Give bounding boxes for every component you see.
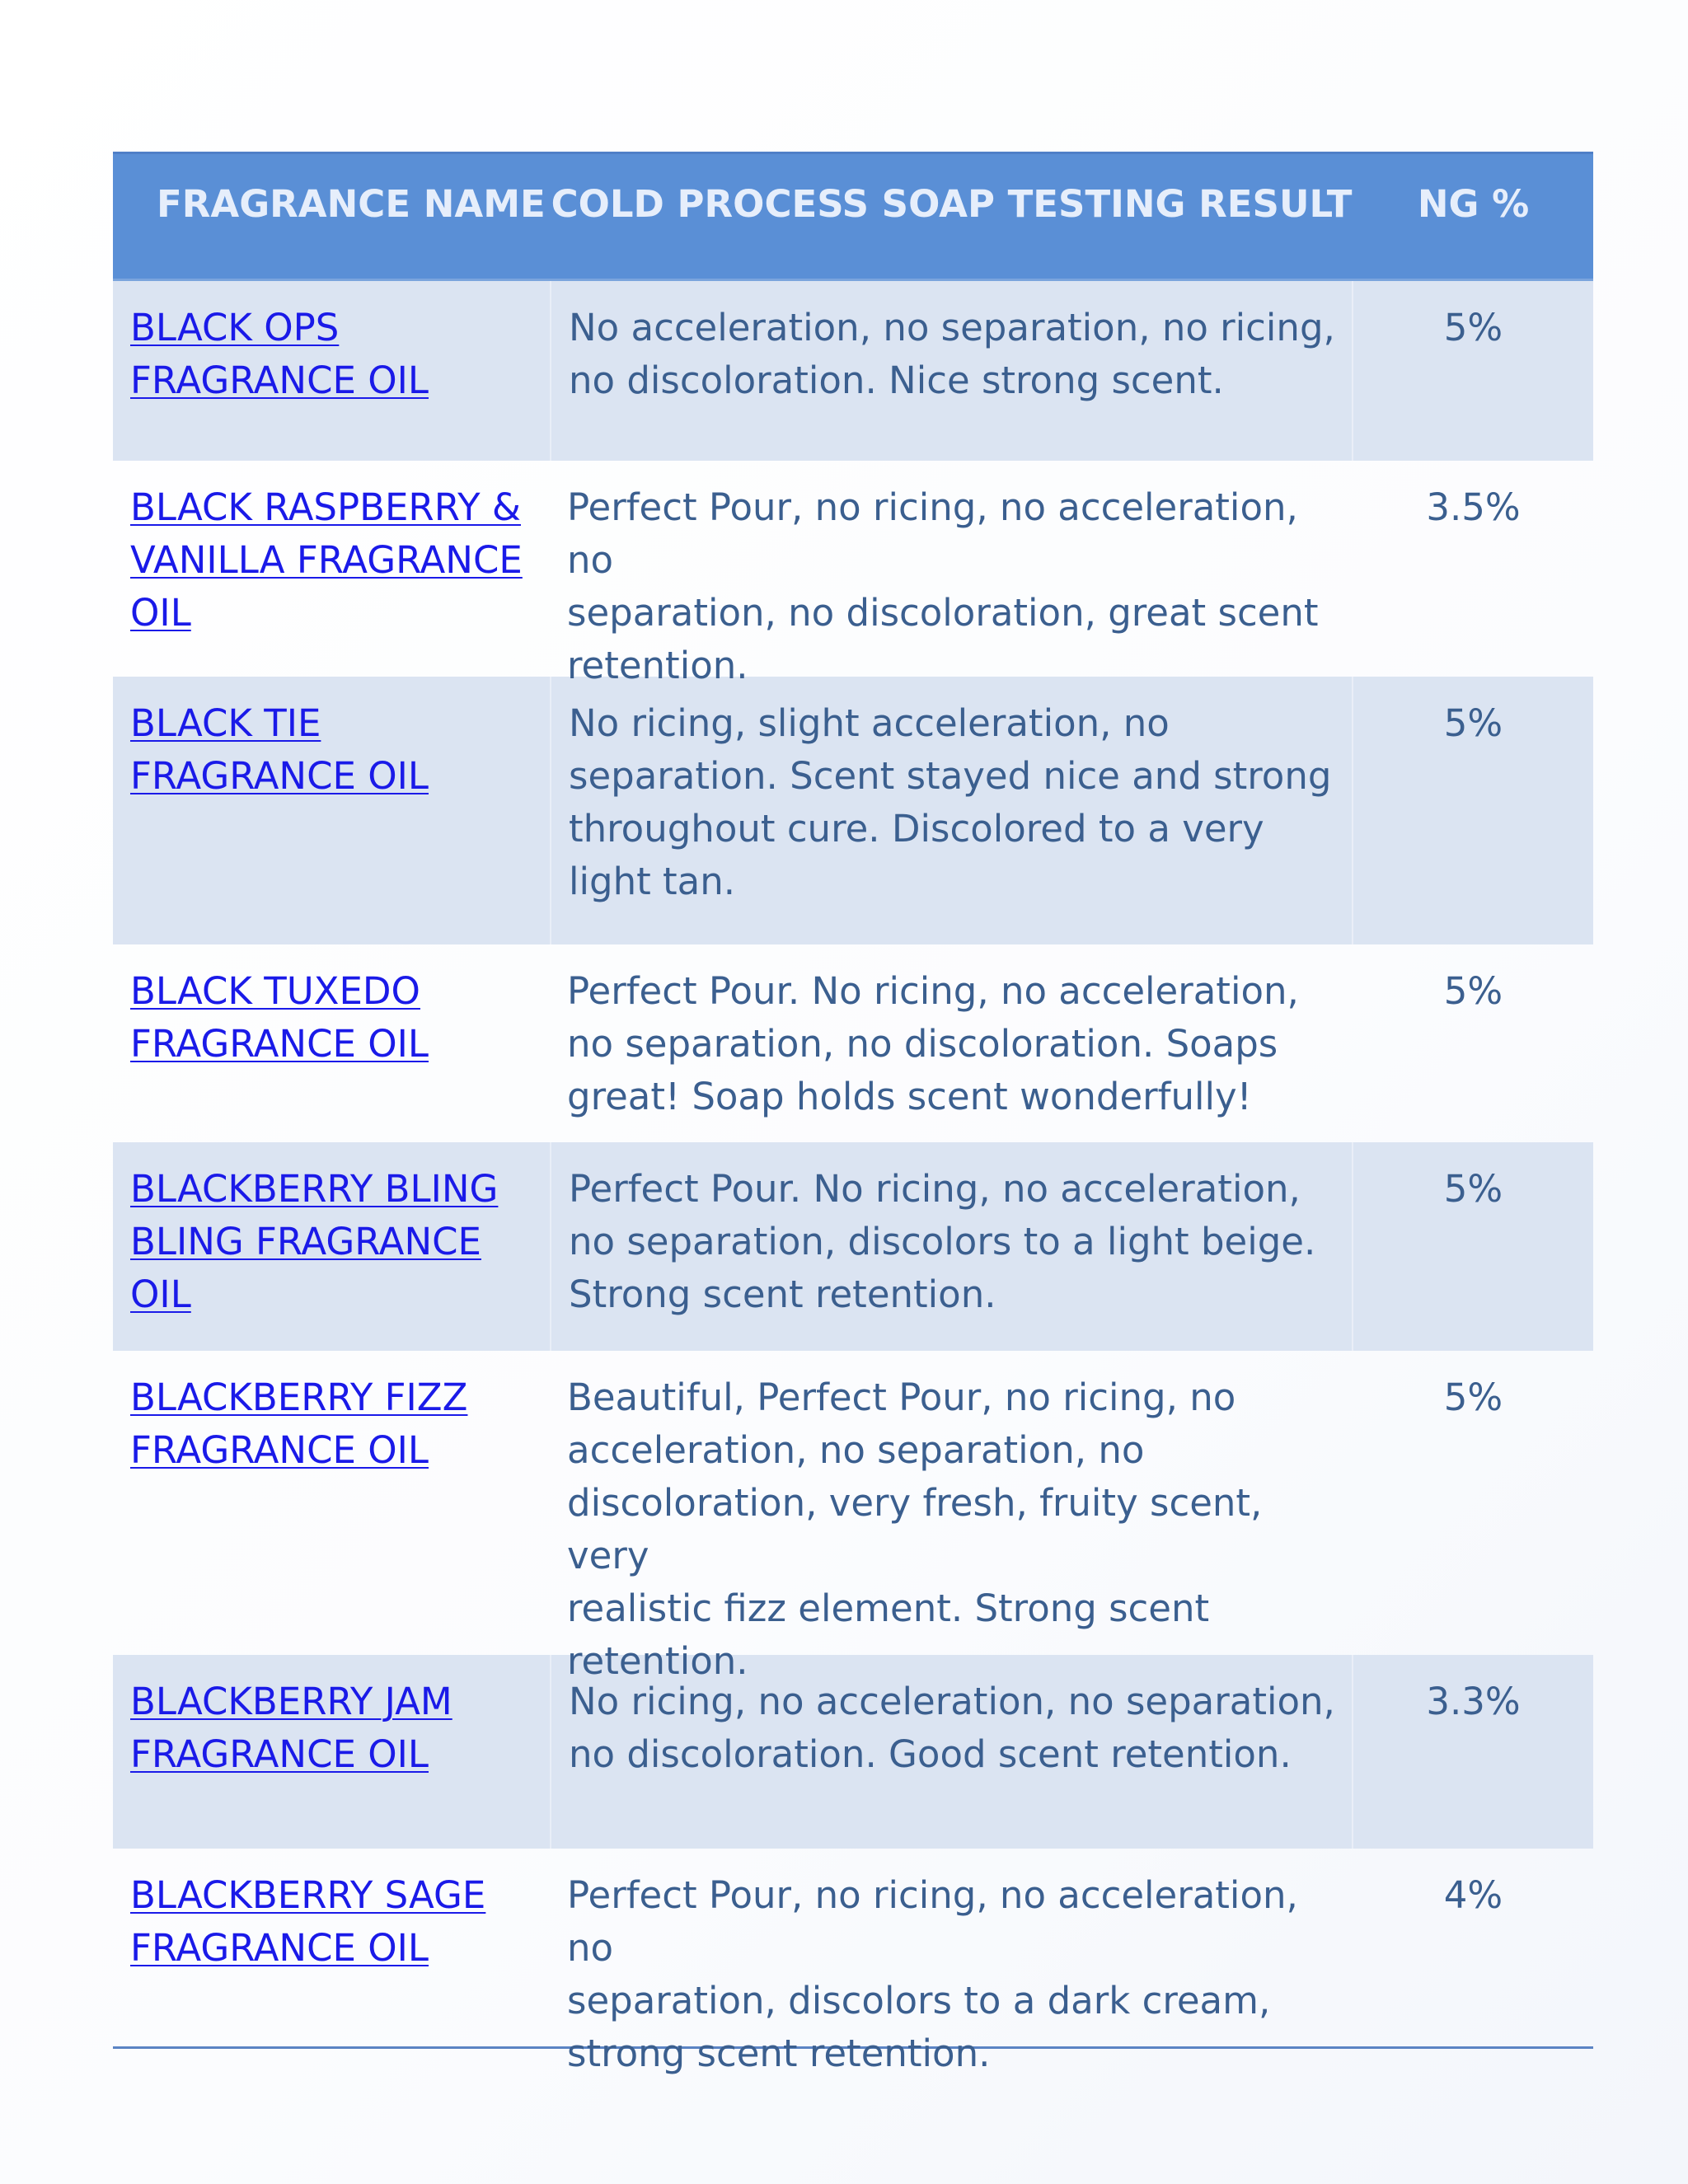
table-row — [113, 1351, 1593, 1683]
ng-percent-cell: 5% — [1443, 969, 1503, 1013]
ng-percent-cell: 5% — [1443, 1376, 1503, 1419]
ng-percent-cell: 3.3% — [1426, 1680, 1521, 1723]
fragrance-name-cell — [113, 1351, 550, 1655]
ng-percent-cell: 5% — [1443, 1167, 1503, 1211]
table-row — [113, 677, 1593, 944]
table-row — [113, 1849, 1593, 2075]
fragrance-link[interactable]: BLACKBERRY JAM FRAGRANCE OIL — [130, 1680, 452, 1776]
fragrance-link[interactable]: BLACK TIE FRAGRANCE OIL — [130, 701, 429, 798]
ng-percent-cell: 4% — [1443, 1873, 1503, 1917]
fragrance-name-cell — [113, 1849, 550, 2046]
fragrance-name-cell — [113, 281, 550, 461]
header-testing-result: COLD PROCESS SOAP TESTING RESULT — [551, 182, 1353, 226]
table-header — [113, 152, 1593, 281]
fragrance-table — [113, 152, 1593, 2075]
fragrance-link[interactable]: BLACK OPS FRAGRANCE OIL — [130, 306, 429, 402]
fragrance-name-cell — [113, 1142, 550, 1351]
testing-result-cell: Perfect Pour. No ricing, no acceleration, no separation, no discoloration. Soaps great! Soap holds scent wonderfully! — [567, 969, 1299, 1118]
testing-result-cell: No acceleration, no separation, no ricing, no discoloration. Nice strong scent. — [550, 281, 1353, 461]
fragrance-name-cell — [113, 461, 550, 677]
testing-result-cell: No ricing, slight acceleration, no separation. Scent stayed nice and strong throughout cure. Discolored to a very light tan. — [550, 677, 1353, 944]
testing-result-cell: Perfect Pour. No ricing, no acceleration, no separation, discolors to a light beige. Strong scent retention. — [550, 1142, 1353, 1351]
header-ng-percent: NG % — [1417, 182, 1530, 226]
fragrance-link[interactable]: BLACKBERRY SAGE FRAGRANCE OIL — [130, 1873, 486, 1970]
testing-result-cell: Perfect Pour, no ricing, no acceleration, no separation, no discoloration, great scent retention. — [567, 485, 1319, 687]
ng-percent-cell: 5% — [1443, 306, 1503, 349]
header-fragrance-name: FRAGRANCE NAME — [157, 182, 546, 226]
fragrance-link[interactable]: BLACK TUXEDO FRAGRANCE OIL — [130, 969, 429, 1066]
testing-result-cell: Perfect Pour, no ricing, no acceleration, no separation, discolors to a dark cream, strong scent retention. — [567, 1873, 1298, 2075]
testing-result-cell: No ricing, no acceleration, no separation, no discoloration. Good scent retention. — [550, 1655, 1353, 1849]
table-row — [113, 1142, 1593, 1351]
table-row — [113, 281, 1593, 461]
fragrance-link[interactable]: BLACKBERRY FIZZ FRAGRANCE OIL — [130, 1376, 468, 1472]
table-row — [113, 1655, 1593, 1849]
testing-result-cell: Beautiful, Perfect Pour, no ricing, no acceleration, no separation, no discoloration, very fresh, fruity scent, very realistic fizz element. Strong scent retention. — [567, 1376, 1263, 1683]
fragrance-link[interactable]: BLACKBERRY BLING BLING FRAGRANCE OIL — [130, 1167, 499, 1316]
table-row — [113, 461, 1593, 687]
ng-percent-cell: 5% — [1443, 701, 1503, 745]
fragrance-link[interactable]: BLACK RASPBERRY & VANILLA FRAGRANCE OIL — [130, 485, 523, 635]
table-row — [113, 944, 1593, 1142]
fragrance-name-cell — [113, 1655, 550, 1849]
fragrance-name-cell — [113, 677, 550, 944]
ng-percent-cell: 3.5% — [1426, 485, 1521, 529]
fragrance-name-cell — [113, 944, 550, 1142]
